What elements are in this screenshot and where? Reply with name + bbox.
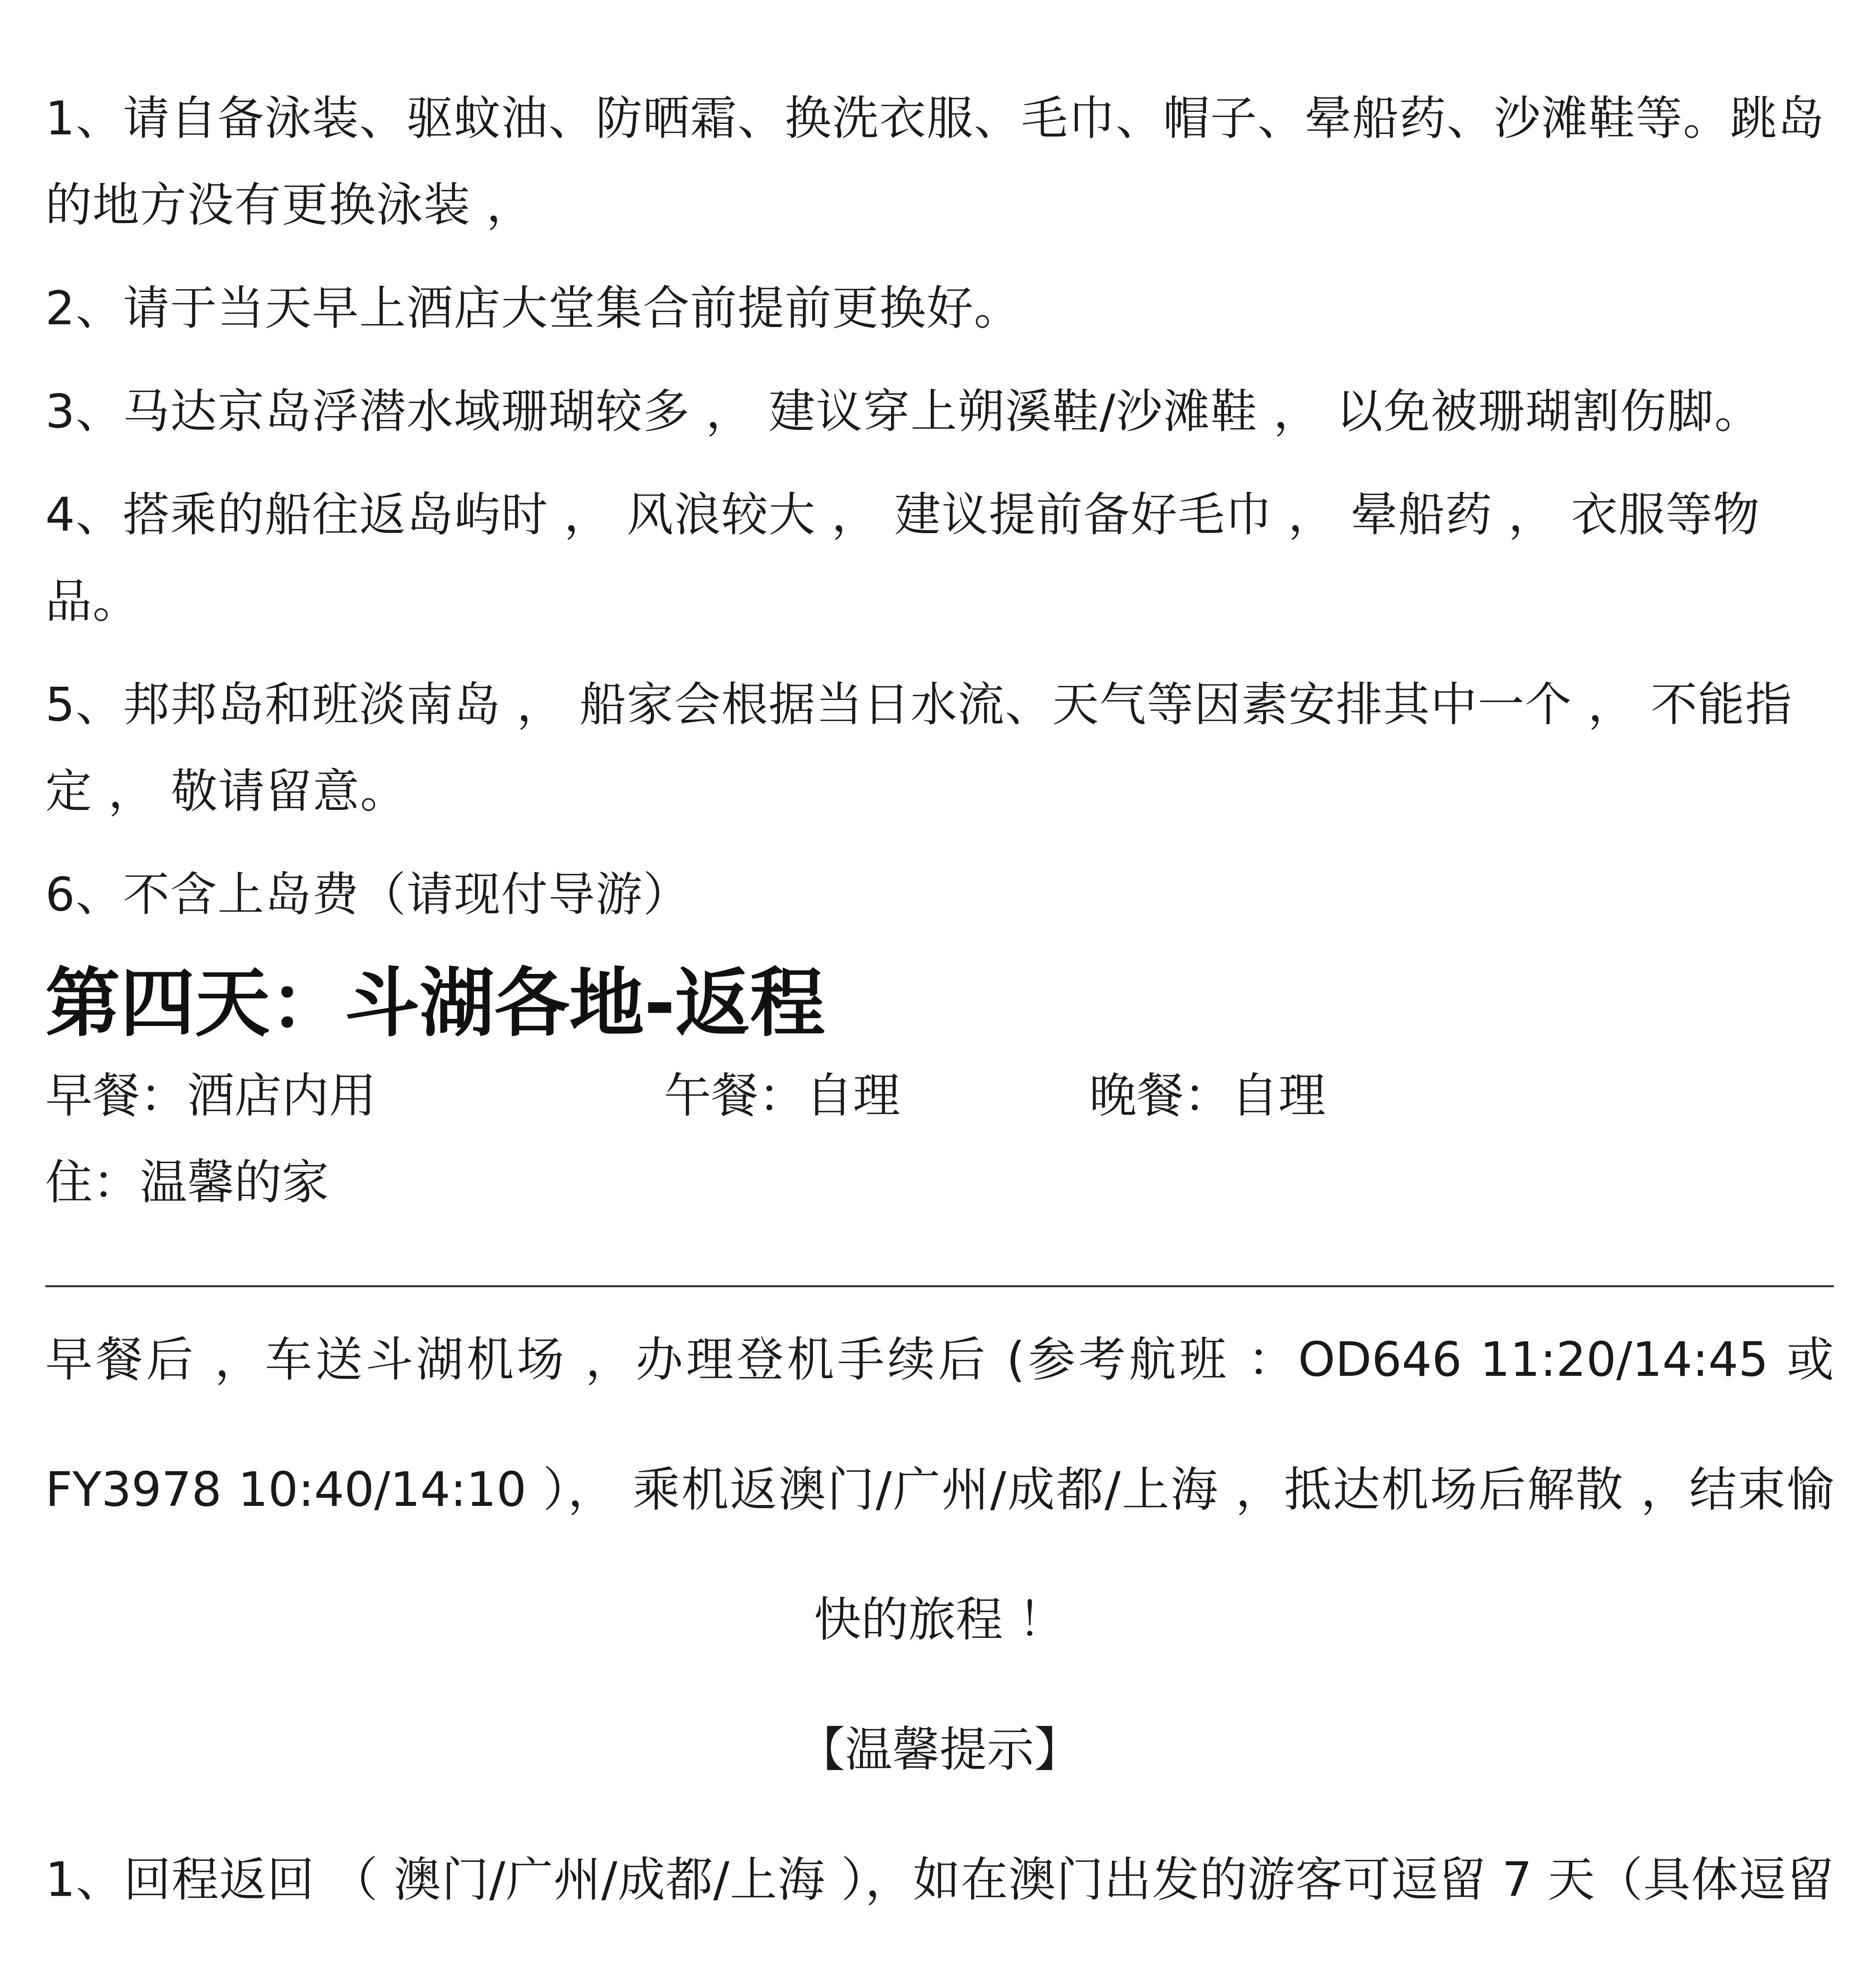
lunch-info: 午餐：自理 <box>664 1069 900 1123</box>
note-item: 3、马达京岛浮潜水域珊瑚较多 ， 建议穿上朔溪鞋/沙滩鞋 ， 以免被珊瑚割伤脚。 <box>45 384 1762 439</box>
itinerary-page <box>45 0 1834 1970</box>
day4-title: 第四天：斗湖各地-返程 <box>45 960 825 1047</box>
note-item: 1、请自备泳装、驱蚊油、防晒霜、换洗衣服、毛巾、帽子、晕船药、沙滩鞋等。跳岛的地方没有更换泳装 ， <box>45 91 1825 232</box>
dinner-info: 晚餐：自理 <box>1089 1069 1326 1123</box>
note-item: 4、搭乘的船往返岛屿时 ， 风浪较大 ， 建议提前备好毛巾 ， 晕船药 ， 衣服等物品。 <box>45 487 1761 628</box>
note-item: 2、请于当天早上酒店大堂集合前提前更换好。 <box>45 281 1022 335</box>
day4-description: 早餐后 ，车送斗湖机场 ，办理登机手续后 (参考航班 ：OD646 11:20/14:45 或 FY3978 10:40/14:10 ）， 乘机返澳门/广州/成都/上海 ，抵达机场后解散 ，结束愉 快的旅程 ！ <box>45 1333 1834 1647</box>
tip-item: 1、回程返回 （ 澳门/广州/成都/上海 ），如在澳门出发的游客可逗留 7 天（具体逗留 <box>45 1853 1834 1907</box>
day3-notes-list <box>45 0 1834 938</box>
note-item: 6、不含上岛费（请现付导游） <box>45 867 691 922</box>
note-item: 5、邦邦岛和班淡南岛 ， 船家会根据当日水流、天气等因素安排其中一个 ， 不能指定 ， 敬请留意。 <box>45 677 1793 818</box>
tips-heading: 【温馨提示】 <box>798 1723 1081 1777</box>
day4-meals <box>45 1053 1834 1139</box>
accommodation-info: 住：温馨的家 <box>45 1155 329 1210</box>
section-divider <box>45 1285 1834 1287</box>
breakfast-info: 早餐：酒店内用 <box>45 1069 376 1123</box>
